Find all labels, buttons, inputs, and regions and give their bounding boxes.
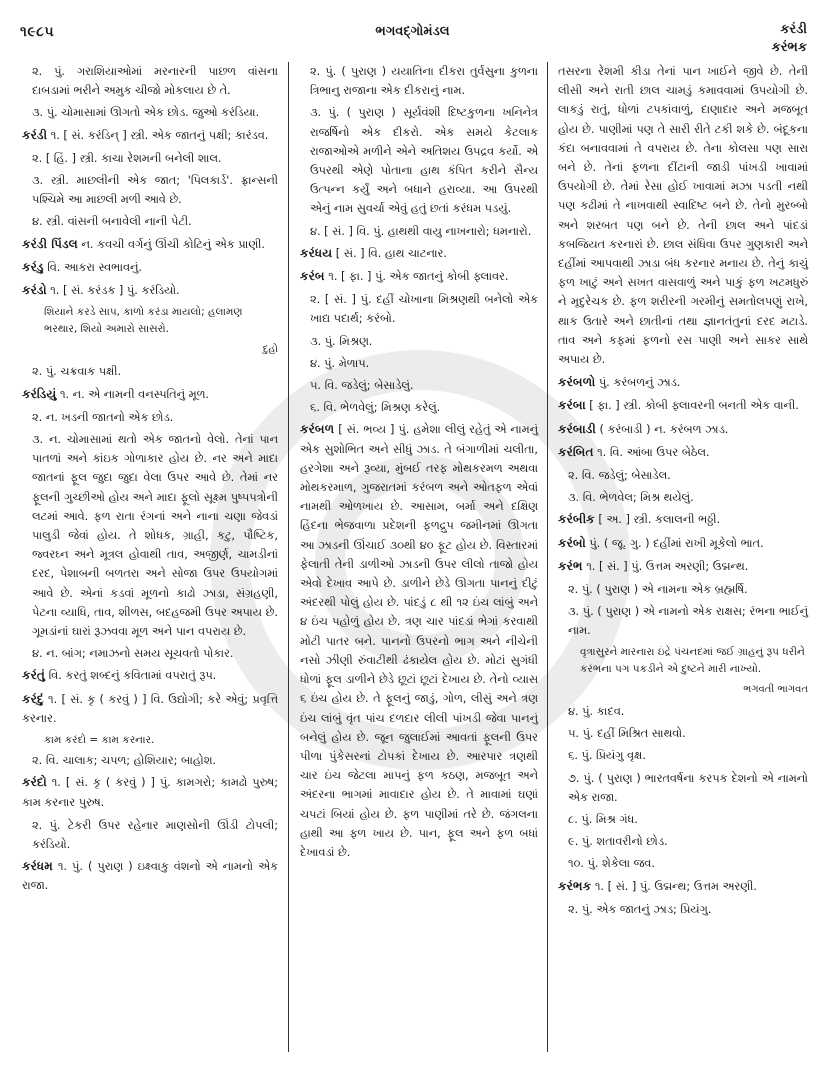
page-number: ૧૯૮૫ (20, 24, 55, 40)
sub-sense: ૫. વિ. જડેલું; બેસાડેલું. (310, 379, 414, 393)
sub-sense: ૯. પું. શતાવરીનો છોડ. (568, 835, 668, 849)
entry-definition: પું. કરંબળનું ઝાડ. (598, 376, 681, 390)
entry-headword: કરંડિયું (22, 386, 57, 401)
entry-definition: વિ. આકરા સ્વભાવનું. (47, 260, 143, 274)
entry-headword: કરંબળો (558, 375, 596, 390)
sub-sense: ૨. [ હિં. ] સ્ત્રી. કાચા રેશમની બનેલી શાલ. (32, 151, 222, 165)
sub-sense: ૩. વિ. ભેળવેલ; મિશ્ર થયેલું. (568, 491, 694, 505)
dictionary-entry (300, 244, 538, 263)
sub-sense: ૨. પું. ગરાશિયાઓમાં મરનારની પાછળ વાંસના દાબડામાં ભરીને અમુક ચીજો મોકલાય છે તે. (32, 65, 278, 98)
column-2 (300, 62, 538, 866)
column-divider (547, 62, 548, 1052)
entry-definition: ૧. વિ. આંબા ઉપર બેઠેલ. (597, 445, 710, 459)
entry-headword: કરંધમ (22, 859, 53, 874)
dictionary-entry (22, 857, 278, 895)
sub-sense: ૩. પું. ( પુરાણ ) સૂર્યવંશી દિષ્ટકુળના ખનિનેત્ર રાજર્ષિનો એક દીકરો. એક સમયે કેટલાક રાજાઓએ મળીને એને અતિશય ઉપદ્રવ કર્યો. એ ઉપરથી એણે પોતાના હાથ કંપિત કરીને સૈન્ય ઉત્પન્ન કર્યું અને બધાને હરાવ્યા. આ ઉપરથી એનું નામ સુવર્ચા એવું હતું છતાં કરંધમ પડયું. (310, 106, 538, 216)
entry-definition: ૧. પું. ( પુરાણ ) ઇક્ષ્વાકુ વંશનો એ નામનો એક રાજા. (22, 860, 278, 893)
entry-definition: ૧. [ સં. કરંડિન્ ] સ્ત્રી. એક જાતનું પક્ષી; કારંડવ. (50, 128, 269, 142)
entry-definition: પું. ( જૂ. ગુ. ) દહીંમાં રાખી મૂકેલો ભાત. (589, 536, 764, 550)
quotation: શિયાને કરડે સાપ, કાળો કરંડા માયલો; હલામણ ભરથાર, શિયો અમારો સાસરો. (44, 306, 243, 336)
entry-definition: [ અ. ] સ્ત્રી. કલાલની ભઠ્ઠી. (598, 513, 721, 527)
entry-headword: કરંબિત (558, 444, 594, 459)
entry-headword: કરંડો (22, 283, 47, 298)
dictionary-entry (558, 510, 808, 529)
dictionary-entry (558, 396, 808, 415)
sub-sense: ૩. પું. મિશ્રણ. (310, 334, 373, 348)
entry-definition: ૧. [ સં. કૃ ( કરવું ) ] વિ. ઉદ્યોગી; કરે એવું; પ્રવૃત્તિ કરનાર. (22, 692, 278, 725)
entry-headword: કરંબાડી (558, 421, 596, 436)
entry-definition: [ ફા. ] સ્ત્રી. કોબી ફ્લાવરની બનતી એક વાની. (589, 399, 799, 413)
sub-sense: ૨. ન. ખડની જાતનો એક છોડ. (32, 410, 174, 424)
sub-sense: ૩. ન. ચોમાસામાં થતો એક જાતનો વેલો. તેનાં પાન પાતળાં અને કાંઇક ગોળાકાર હોય છે. નર અને માદા જાતનાં ફૂલ જુદા જુદા વેલા ઉપર આવે છે. તેમાં નર ફૂલની ગુચ્છીઓ હોય અને માદા ફૂલો સૂક્ષ્મ પુષ્પપત્રોની લટમાં આવે. ફળ રાતા રંગનાં અને નાના ચણા જેવડાં પાલુડી જેવાં હોય. તે શોધક, ગ્રાહી, કટુ, પૌષ્ટિક, જ્વરઘ્ન અને મૂત્રલ હોવાથી તાવ, અજીર્ણ, ચામડીનાં દરદ, પેશાબની બળતરા અને સોજા ઉપર ઉપયોગમાં આવે છે. એનાં કડવાં મૂળનો કાઢો ઝાડા, સંગ્રહણી, પેટના વ્યાધિ, તાવ, શીળસ, બદહજમી ઉપર અપાય છે. ગૂમડાંનાં ઘારાં રૂઝવવા મૂળ અને પાન વપરાય છે. (32, 433, 278, 639)
entry-headword: કરંડી (22, 127, 48, 142)
dictionary-entry (22, 666, 278, 685)
continued-definition: તસરના રેશમી કીડા તેનાં પાન ખાઈને જીવે છે. તેની લીસી અને રાતી છાલ ચામડું કમાવવામાં ઉપયોગી છે. લાકડું રાતું, ધોળાં ટપકાંવાળું, દાણાદાર અને મજબૂત હોય છે. પાણીમાં પણ તે સારી રીતે ટકી શકે છે. બંદૂકના કંદા બનાવવામાં તે વપરાય છે. તેના કોલસા પણ સારા બને છે. તેનાં ફળના દીંટાની જાડી પાંખડી ખાવામાં ઉપયોગી છે. તેમાં રેસા હોઈ ખાવામાં મઝા પડતી નથી પણ કઢીમાં તે નાખવાથી સ્વાદિષ્ટ બને છે. તેનો મુરબ્બો અને શરબત પણ બને છે. તેની છાલ અને પાંદડાં કબજિયત કરનારાં છે. છાલ સંધિવા ઉપર ગુણકારી અને દહીંમાં આપવાથી ઝાડા બંધ કરનાર મનાય છે. તેનું કાચું ફળ ખાટું અને સખત વાસવાળું અને પાકું ફળ ખટમધુરું ને મૃદુરેચક છે. ફળ શરીરની ગરમીનું સમતોલપણું રાખે, થાક ઉતારે અને છાતીનાં તથા જ્ઞાનતંતુનાં દરદ મટાડે. તાવ અને કફમાં ફળનો રસ પાણી અને સાકર સાથે અપાય છે. (558, 65, 808, 367)
entry-definition: વિ. કરતું શબ્દનું કવિતામાં વપરાતું રૂપ. (48, 669, 217, 683)
column-divider (288, 62, 289, 1052)
dictionary-entry (300, 267, 538, 286)
entry-headword: કરંડી પિંડલ (22, 236, 78, 251)
column-1 (22, 62, 278, 900)
citation-source: દુહો (262, 344, 278, 356)
dictionary-entry (22, 258, 278, 277)
entry-headword: કરંબીક (558, 512, 595, 527)
dictionary-entry (22, 773, 278, 811)
sub-sense: ૫. પું. દહીં મિશ્રિત સાથવો. (568, 727, 686, 741)
entry-definition: ન. કવચી વર્ગનું ઊંચી કોટિનું એક પ્રાણી. (81, 237, 265, 251)
dictionary-entry (300, 420, 538, 862)
page-title: ભગવદ્ગોમંડલ (375, 24, 450, 39)
entry-definition: ૧. [ સં. કૃ ( કરવું ) ] પું. કામગરો; કામઢો પુરુષ; કામ કરનાર પુરુષ. (22, 776, 278, 809)
entry-headword: કરંધય (300, 245, 333, 260)
dictionary-entry (558, 877, 808, 896)
sub-sense: ૮. પું. મિશ્ર ગંધ. (568, 812, 638, 826)
sub-sense: ૨. પું. ચક્રવાક પક્ષી. (32, 365, 122, 379)
entry-headword: કરંબળ (300, 422, 335, 437)
dictionary-entry (558, 443, 808, 462)
entry-headword: કરંભક (558, 878, 592, 893)
dictionary-entry (558, 557, 808, 576)
sub-sense: ૧૦. પું. શેકેલા જવ. (568, 857, 655, 871)
entry-headword: કરંભ (558, 558, 583, 573)
sub-sense: ૬. વિ. ભેળવેલું; મિશ્રણ કરેલું. (310, 401, 441, 415)
entry-definition: ૧. [ ફા. ] પું. એક જાતનું કોબી ફ્લાવર. (328, 270, 509, 284)
dictionary-entry (22, 281, 278, 300)
sub-sense: ૨. પું. ( પુરાણ ) એ નામના એક બ્રહ્મર્ષિ. (568, 583, 748, 597)
dictionary-entry (558, 420, 808, 439)
sub-sense: ૪. ન. બાંગ; નમાઝનો સમય સૂચવતો પોકાર. (32, 647, 234, 661)
sub-sense: ૪. પું. કાદવ. (568, 704, 625, 718)
entry-headword: કરંદું (22, 691, 44, 706)
sub-sense: ૨. વિ. ચાલાક; ચપળ; હોશિયાર; બાહોશ. (32, 754, 217, 768)
guide-word-first: કરંડી (780, 22, 807, 37)
quotation: કામ કરંદો = કામ કરનાર. (44, 734, 155, 747)
sub-sense: ૨. પું. એક જાતનું ઝાડ; પ્રિયંગુ. (568, 902, 712, 916)
sub-sense: ૬. પું. પ્રિયંગુ વૃક્ષ. (568, 749, 646, 763)
sub-sense: ૪. [ સં. ] વિ. પું. હાથથી વાયુ નાખનારો; ધમનારો. (310, 224, 532, 238)
sub-sense: ૪. પું. મેળાપ. (310, 356, 370, 370)
entry-headword: કરંડુ (22, 259, 44, 274)
sub-sense: ૨. પું. ટેકરી ઉપર રહેનાર માણસોની ઊંડી ટોપલી; કરંડિયો. (32, 818, 278, 851)
guide-word-last: કરંભક (771, 40, 807, 55)
dictionary-entry (22, 235, 278, 254)
entry-headword: કરંતું (22, 668, 45, 683)
column-3 (558, 62, 808, 922)
sub-sense: ૩. પું. ( પુરાણ ) એ નામનો એક રાક્ષસ; રંભના ભાઈનું નામ. (568, 605, 808, 638)
entry-definition: [ સં. ભવ્ય ] પું. હમેશા લીલું રહેતું એ નામનું એક સુશોભિત અને સીધું ઝાડ. તે બંગાળીમાં ચલીતા, હરગેશા અને રૂવ્યા, મુંબઈ તરફ મોથકરમળ અથવા મોથકરમાળ, ગુજરાતમાં કરંબળ અને ઓતફળ એવાં નામથી ઓળખાય છે. આસામ, બર્મા અને દક્ષિણ હિંદના ભેજવાળા પ્રદેશની ફળદ્રુપ જમીનમાં ઊગતા આ ઝાડની ઊંચાઈ ૩૦થી ૪૦ ફૂટ હોય છે. વિસ્તારમાં ફેલાતી તેની ડાળીઓ ઝાડની ઉપર લીલો તાજો હોય એવો દેખાવ આપે છે. ડાળીને છેડે ઊગતા પાનનું દીટું અંદરથી પોલું હોય છે. પાંદડું ૮ થી ૧૨ ઇંચ લાંબું અને ૪ ઇંચ પહોળું હોય છે. ત્રણ ચાર પાંદડાં ભેગાં કરવાથી મોટી પાતર બને. પાનનો ઉપરનો ભાગ અને નીચેની નસો ઝીણી રુંવાટીથી ઢંકાયેલ હોય છે. મોટાં સુગંધી ધોળાં ફૂલ ડાળીને છેડે છૂટાં છૂટાં દેખાય છે. તેનો વ્યાસ ૬ ઇંચ હોય છે. તે ફૂલનું જાડું, ગોળ, લીસું અને ત્રણ ઇંચ લાંબું વૃંત પાંચ દળદાર લીલી પાંખડી જેવા પાનનું બનેલું હોય છે. જૂન જુલાઈમાં આવતાં ફૂલની ઉપર પીળા પુંકેસરનાં ટોપકાં દેખાય છે. આરપાર ત્રણથી ચાર ઇંચ જેટલા માપનું ફળ કઠણ, મજબૂત અને અંદરના ભાગમાં માવાદાર હોય છે. તે માવામાં ઘણાં ચપટાં બિયાં હોય છે. ફળ પાણીમાં તરે છે. જંગલના હાથી આ ફળ ખાય છે. પાન, ફૂલ અને ફળ બધાં દેખાવડાં છે. (300, 423, 538, 859)
dictionary-entry (558, 373, 808, 392)
entry-headword: કરંબો (558, 535, 586, 550)
entry-definition: [ સં. ] વિ. હાથ ચાટનાર. (335, 246, 447, 260)
entry-headword: કરંબા (558, 398, 586, 413)
dictionary-entry (22, 690, 278, 728)
sub-sense: ૪. સ્ત્રી. વાંસની બનાવેલી નાની પેટી. (32, 215, 192, 229)
entry-definition: ૧. ન. એ નામની વનસ્પતિનું મૂળ. (59, 387, 209, 401)
entry-definition: ( કરંબાડી ) ન. કરંબળ ઝાડ. (599, 422, 729, 436)
dictionary-entry (558, 534, 808, 553)
dictionary-entry (22, 385, 278, 404)
citation-source: ભગવતી ભાગવત (743, 683, 808, 695)
entry-headword: કરંદો (22, 775, 47, 790)
sub-sense: ૨. વિ. જડેલું; બેસાડેલ. (568, 469, 671, 483)
sub-sense: ૨. [ સં. ] પું. દહીં ચોખાના મિશ્રણથી બનેલો એક ખાદ્ય પદાર્થ; કરંબો. (310, 293, 538, 326)
dictionary-entry (22, 126, 278, 145)
entry-definition: ૧. [ સં. ] પું. ઉદ્મન્થ; ઉત્તમ અરણી. (594, 879, 757, 893)
sub-sense: ૨. પું. ( પુરાણ ) યયાતિના દીકરા તુર્વસુના કુળના ત્રિભાનુ રાજાના એક દીકરાનું નામ. (310, 65, 538, 98)
sub-sense: ૩. પું. ચોમાસામાં ઊગતો એક છોડ. જુઓ કરંડિયા. (32, 106, 260, 120)
entry-headword: કરંબ (300, 269, 325, 284)
entry-definition: ૧. [ સં. ] પું. ઉત્તમ અરણી; ઉદ્મન્થ. (586, 559, 749, 573)
sub-sense: ૭. પું. ( પુરાણ ) ભારતવર્ષના કરપક દેશનો એ નામનો એક રાજા. (568, 771, 808, 804)
sub-sense: ૩. સ્ત્રી. માછલીની એક જાત; 'પિલકાર્ડ'. ફ્રાન્સની પશ્ચિમે આ માછલી મળી આવે છે. (32, 174, 278, 207)
entry-definition: ૧. [ સં. કરંડક ] પું. કરંડિયો. (50, 284, 180, 298)
quotation: વૃત્રાસુરને મારનારા ઇંદ્રે પંચનદમાં જઈ ગ્રાહનું રૂપ ધરીને કરંભના પગ પકડીને એ દુષ્ટને મારી નાખ્યો. (580, 645, 805, 675)
